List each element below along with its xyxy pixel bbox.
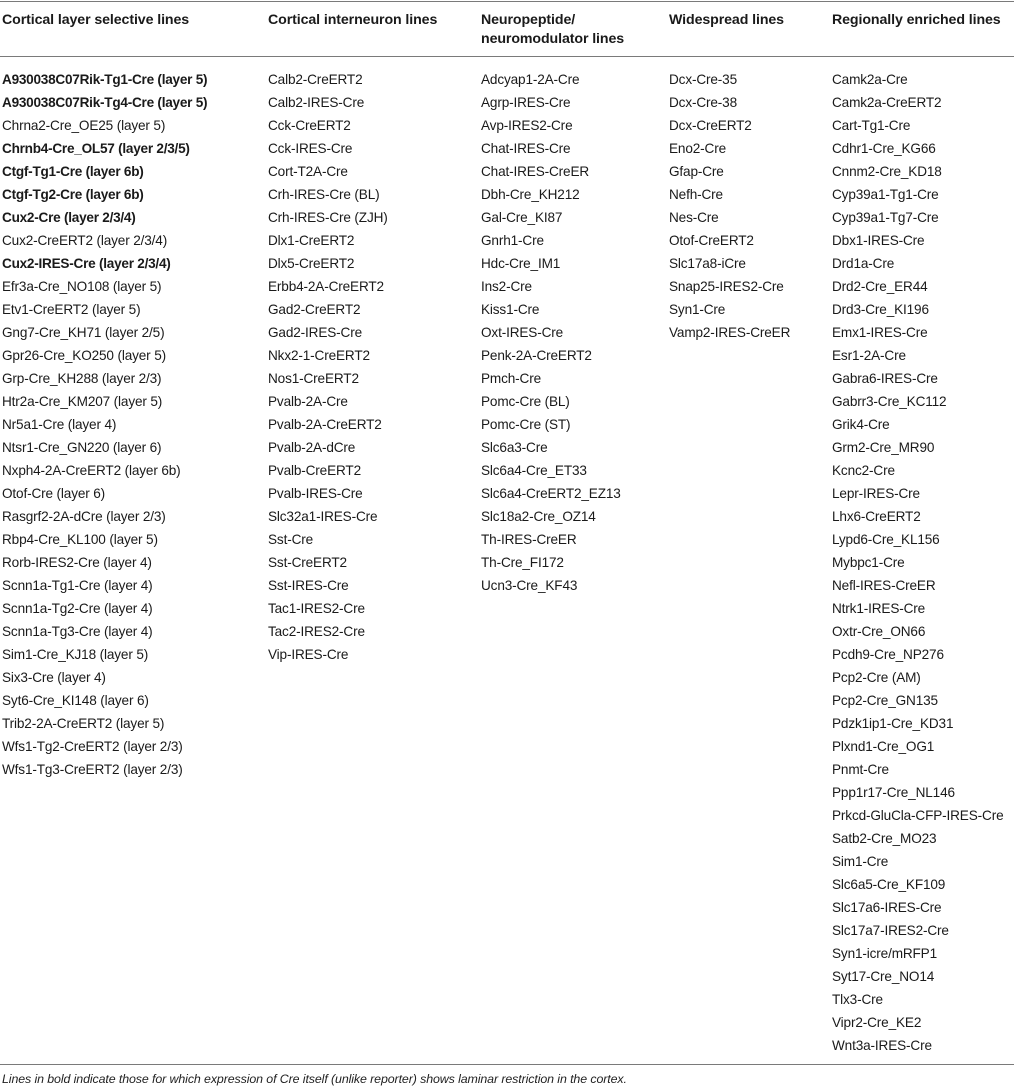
table-cell: Mybpc1-Cre xyxy=(832,555,905,570)
table-cell: Pvalb-IRES-Cre xyxy=(268,486,363,501)
table-cell: Crh-IRES-Cre (BL) xyxy=(268,187,380,202)
table-cell: Pvalb-2A-dCre xyxy=(268,440,356,455)
table-header-rule xyxy=(0,56,1014,57)
table-cell: Camk2a-Cre xyxy=(832,72,908,87)
table-cell: Cort-T2A-Cre xyxy=(268,164,348,179)
table-cell: Slc6a5-Cre_KF109 xyxy=(832,877,946,892)
table-cell: Gnrh1-Cre xyxy=(481,233,544,248)
table-cell: Lhx6-CreERT2 xyxy=(832,509,921,524)
table-cell: Hdc-Cre_IM1 xyxy=(481,256,561,271)
table-cell: Oxtr-Cre_ON66 xyxy=(832,624,926,639)
table-cell: Kcnc2-Cre xyxy=(832,463,895,478)
table-cell: Lypd6-Cre_KL156 xyxy=(832,532,940,547)
table-cell: Nr5a1-Cre (layer 4) xyxy=(2,417,117,432)
table-cell: Sst-Cre xyxy=(268,532,314,547)
table-cell: Pomc-Cre (BL) xyxy=(481,394,570,409)
table-cell: Crh-IRES-Cre (ZJH) xyxy=(268,210,388,225)
table-cell: Slc6a4-CreERT2_EZ13 xyxy=(481,486,621,501)
table-cell: Nos1-CreERT2 xyxy=(268,371,359,386)
table-cell: Scnn1a-Tg2-Cre (layer 4) xyxy=(2,601,153,616)
table-cell: Six3-Cre (layer 4) xyxy=(2,670,106,685)
column-header-line1: Regionally enriched lines xyxy=(832,12,1001,28)
table-cell: Emx1-IRES-Cre xyxy=(832,325,928,340)
table-cell: Avp-IRES2-Cre xyxy=(481,118,573,133)
table-cell: Syt6-Cre_KI148 (layer 6) xyxy=(2,693,149,708)
column-items xyxy=(669,68,829,344)
table-cell: Chrna2-Cre_OE25 (layer 5) xyxy=(2,118,166,133)
table-cell: Slc6a4-Cre_ET33 xyxy=(481,463,587,478)
table-cell: Gfap-Cre xyxy=(669,164,724,179)
table-cell: Slc17a7-IRES2-Cre xyxy=(832,923,949,938)
table-cell: Oxt-IRES-Cre xyxy=(481,325,564,340)
column-header xyxy=(481,11,666,49)
column-header-line1: Widespread lines xyxy=(669,12,784,28)
table-cell: Slc6a3-Cre xyxy=(481,440,548,455)
table-cell: Slc18a2-Cre_OZ14 xyxy=(481,509,596,524)
table-cell: Rorb-IRES2-Cre (layer 4) xyxy=(2,555,152,570)
table-bottom-rule xyxy=(0,1064,1014,1065)
table-cell: Gpr26-Cre_KO250 (layer 5) xyxy=(2,348,166,363)
table-cell: Calb2-IRES-Cre xyxy=(268,95,365,110)
table-cell: Wfs1-Tg3-CreERT2 (layer 2/3) xyxy=(2,762,183,777)
table-cell: Vip-IRES-Cre xyxy=(268,647,349,662)
table-cell: Chat-IRES-Cre xyxy=(481,141,571,156)
table-cell: Th-IRES-CreER xyxy=(481,532,577,547)
table-cell: Cux2-Cre (layer 2/3/4) xyxy=(2,210,136,225)
table-cell: Pdzk1ip1-Cre_KD31 xyxy=(832,716,954,731)
table-cell: Satb2-Cre_MO23 xyxy=(832,831,937,846)
table-cell: Cart-Tg1-Cre xyxy=(832,118,911,133)
table-cell: Wfs1-Tg2-CreERT2 (layer 2/3) xyxy=(2,739,183,754)
table-cell: Slc32a1-IRES-Cre xyxy=(268,509,378,524)
table-cell: Scnn1a-Tg1-Cre (layer 4) xyxy=(2,578,153,593)
table-cell: A930038C07Rik-Tg4-Cre (layer 5) xyxy=(2,95,208,110)
table-cell: Syn1-Cre xyxy=(669,302,726,317)
column-header-line1: Cortical layer selective lines xyxy=(2,12,190,28)
table-cell: Drd3-Cre_KI196 xyxy=(832,302,929,317)
table-cell: Pmch-Cre xyxy=(481,371,541,386)
table-cell: Sim1-Cre xyxy=(832,854,889,869)
table-cell: Grp-Cre_KH288 (layer 2/3) xyxy=(2,371,162,386)
table-cell: Chrnb4-Cre_OL57 (layer 2/3/5) xyxy=(2,141,190,156)
table-cell: Nefl-IRES-CreER xyxy=(832,578,936,593)
table-cell: Tac2-IRES2-Cre xyxy=(268,624,365,639)
table-footnote: Lines in bold indicate those for which expression of Cre itself (unlike reporter) shows laminar restriction in the cortex. xyxy=(2,1072,627,1086)
table-cell: Ntsr1-Cre_GN220 (layer 6) xyxy=(2,440,162,455)
table-cell: Kiss1-Cre xyxy=(481,302,540,317)
table-cell: Otof-Cre (layer 6) xyxy=(2,486,106,501)
table-cell: Sst-IRES-Cre xyxy=(268,578,349,593)
table-cell: Nes-Cre xyxy=(669,210,719,225)
table-cell: Ctgf-Tg2-Cre (layer 6b) xyxy=(2,187,144,202)
table-cell: Gabrr3-Cre_KC112 xyxy=(832,394,947,409)
table-cell: Wnt3a-IRES-Cre xyxy=(832,1038,932,1053)
column-header xyxy=(268,11,473,30)
table-cell: Plxnd1-Cre_OG1 xyxy=(832,739,935,754)
table-cell: Slc17a8-iCre xyxy=(669,256,746,271)
table-cell: Gabra6-IRES-Cre xyxy=(832,371,938,386)
table-cell: Dcx-Cre-38 xyxy=(669,95,737,110)
table-cell: Pvalb-CreERT2 xyxy=(268,463,361,478)
table-cell: Pcp2-Cre_GN135 xyxy=(832,693,938,708)
table-cell: Otof-CreERT2 xyxy=(669,233,754,248)
column-items xyxy=(481,68,666,597)
table-cell: Ctgf-Tg1-Cre (layer 6b) xyxy=(2,164,144,179)
column-header xyxy=(669,11,829,30)
table-cell: Sim1-Cre_KJ18 (layer 5) xyxy=(2,647,149,662)
table-cell: Dcx-CreERT2 xyxy=(669,118,752,133)
table-cell: Pomc-Cre (ST) xyxy=(481,417,571,432)
table-cell: Gad2-IRES-Cre xyxy=(268,325,362,340)
table-cell: Th-Cre_FI172 xyxy=(481,555,564,570)
table-cell: Penk-2A-CreERT2 xyxy=(481,348,592,363)
table-cell: Eno2-Cre xyxy=(669,141,726,156)
table-top-rule xyxy=(0,1,1014,2)
table-cell: Cux2-CreERT2 (layer 2/3/4) xyxy=(2,233,168,248)
column-header xyxy=(2,11,262,30)
table-cell: Etv1-CreERT2 (layer 5) xyxy=(2,302,141,317)
table-cell: Gad2-CreERT2 xyxy=(268,302,361,317)
table-cell: Ntrk1-IRES-Cre xyxy=(832,601,926,616)
column-header xyxy=(832,11,1014,30)
table-cell: Agrp-IRES-Cre xyxy=(481,95,571,110)
table-cell: Camk2a-CreERT2 xyxy=(832,95,942,110)
column-items xyxy=(832,68,1014,1057)
table-cell: Dcx-Cre-35 xyxy=(669,72,737,87)
table-cell: Grik4-Cre xyxy=(832,417,890,432)
table-cell: Cnnm2-Cre_KD18 xyxy=(832,164,942,179)
table-cell: Cck-CreERT2 xyxy=(268,118,351,133)
table-cell: Gng7-Cre_KH71 (layer 2/5) xyxy=(2,325,165,340)
table-cell: Cdhr1-Cre_KG66 xyxy=(832,141,936,156)
table-cell: Erbb4-2A-CreERT2 xyxy=(268,279,384,294)
table-cell: Cyp39a1-Tg1-Cre xyxy=(832,187,939,202)
table-cell: Tlx3-Cre xyxy=(832,992,883,1007)
table-cell: Pcdh9-Cre_NP276 xyxy=(832,647,944,662)
table-cell: Pcp2-Cre (AM) xyxy=(832,670,921,685)
table-cell: Syt17-Cre_NO14 xyxy=(832,969,935,984)
table-cell: Calb2-CreERT2 xyxy=(268,72,363,87)
table-cell: Grm2-Cre_MR90 xyxy=(832,440,935,455)
table-cell: A930038C07Rik-Tg1-Cre (layer 5) xyxy=(2,72,208,87)
column-items xyxy=(2,68,262,781)
column-header-line2: neuromodulator lines xyxy=(481,31,625,47)
table-cell: Pvalb-2A-Cre xyxy=(268,394,348,409)
table-cell: Rbp4-Cre_KL100 (layer 5) xyxy=(2,532,158,547)
table-cell: Chat-IRES-CreER xyxy=(481,164,590,179)
table-cell: Esr1-2A-Cre xyxy=(832,348,906,363)
table-cell: Sst-CreERT2 xyxy=(268,555,347,570)
table-cell: Vamp2-IRES-CreER xyxy=(669,325,791,340)
table-cell: Rasgrf2-2A-dCre (layer 2/3) xyxy=(2,509,166,524)
table-cell: Adcyap1-2A-Cre xyxy=(481,72,580,87)
table-cell: Lepr-IRES-Cre xyxy=(832,486,920,501)
table-cell: Cux2-IRES-Cre (layer 2/3/4) xyxy=(2,256,171,271)
table-cell: Tac1-IRES2-Cre xyxy=(268,601,365,616)
table-cell: Htr2a-Cre_KM207 (layer 5) xyxy=(2,394,163,409)
table-cell: Pnmt-Cre xyxy=(832,762,889,777)
table-cell: Efr3a-Cre_NO108 (layer 5) xyxy=(2,279,162,294)
table-cell: Snap25-IRES2-Cre xyxy=(669,279,784,294)
column-header-line1: Neuropeptide/ xyxy=(481,12,576,28)
table-cell: Pvalb-2A-CreERT2 xyxy=(268,417,382,432)
table-cell: Ucn3-Cre_KF43 xyxy=(481,578,578,593)
table-cell: Cck-IRES-Cre xyxy=(268,141,353,156)
table-cell: Nkx2-1-CreERT2 xyxy=(268,348,370,363)
column-items xyxy=(268,68,473,666)
table-cell: Syn1-icre/mRFP1 xyxy=(832,946,938,961)
table-cell: Gal-Cre_KI87 xyxy=(481,210,563,225)
table-cell: Prkcd-GluCla-CFP-IRES-Cre xyxy=(832,808,1004,823)
table-cell: Slc17a6-IRES-Cre xyxy=(832,900,942,915)
table-cell: Dlx1-CreERT2 xyxy=(268,233,355,248)
table-cell: Drd1a-Cre xyxy=(832,256,895,271)
table-cell: Scnn1a-Tg3-Cre (layer 4) xyxy=(2,624,153,639)
table-cell: Dbx1-IRES-Cre xyxy=(832,233,925,248)
table-cell: Ppp1r17-Cre_NL146 xyxy=(832,785,955,800)
table-cell: Dlx5-CreERT2 xyxy=(268,256,355,271)
table-cell: Cyp39a1-Tg7-Cre xyxy=(832,210,939,225)
table-cell: Dbh-Cre_KH212 xyxy=(481,187,580,202)
table-cell: Nxph4-2A-CreERT2 (layer 6b) xyxy=(2,463,181,478)
column-header-line1: Cortical interneuron lines xyxy=(268,12,438,28)
table-cell: Ins2-Cre xyxy=(481,279,532,294)
table-cell: Drd2-Cre_ER44 xyxy=(832,279,928,294)
table-cell: Nefh-Cre xyxy=(669,187,723,202)
table-cell: Trib2-2A-CreERT2 (layer 5) xyxy=(2,716,165,731)
table-cell: Vipr2-Cre_KE2 xyxy=(832,1015,922,1030)
